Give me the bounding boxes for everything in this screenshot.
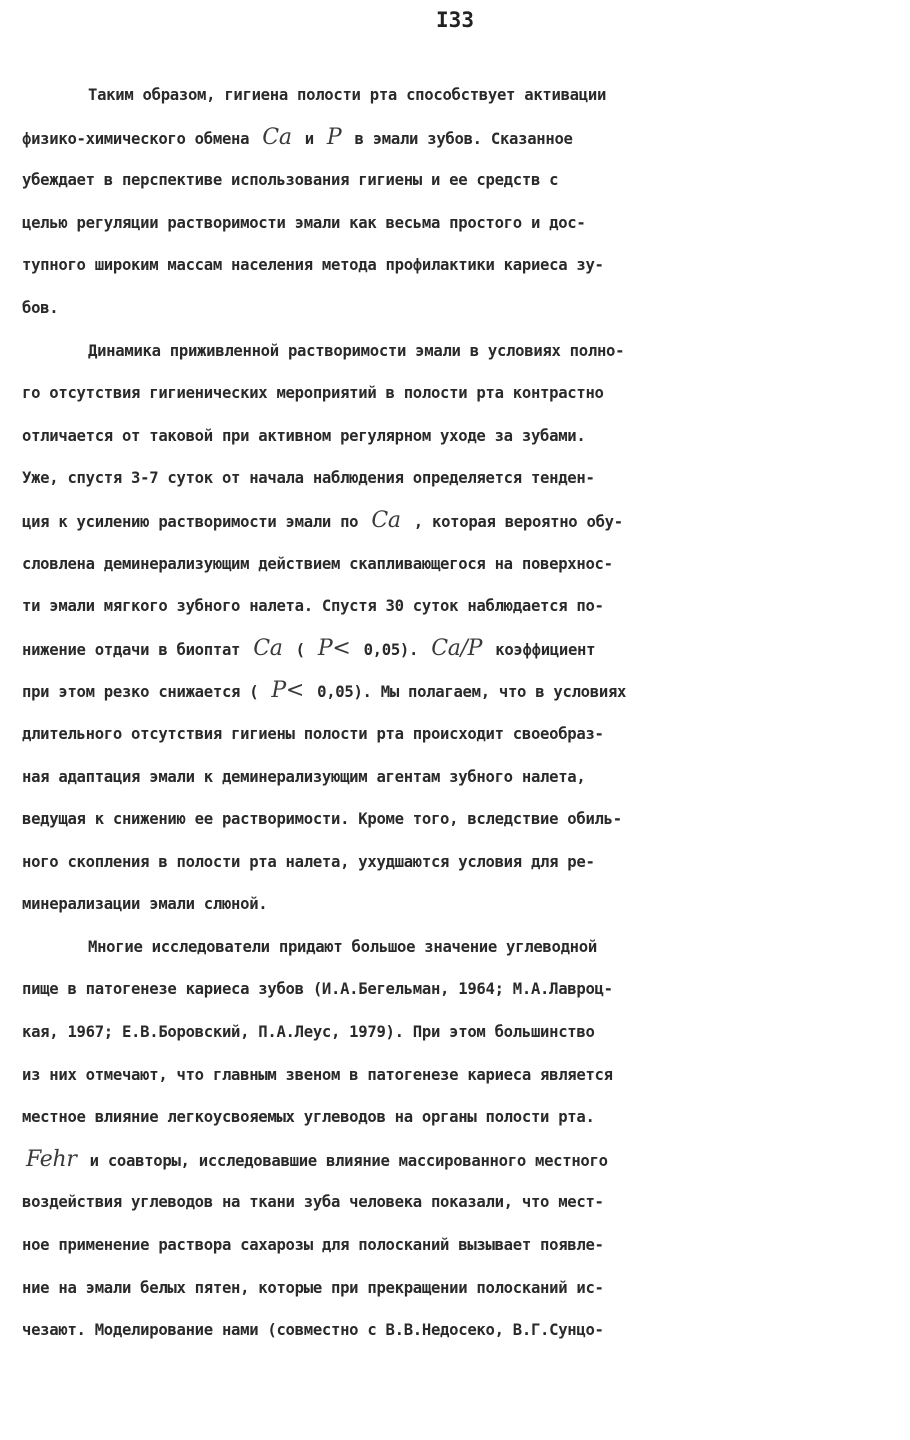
typed-text: минерализации эмали слюной. bbox=[22, 895, 268, 914]
text-line bbox=[22, 1011, 888, 1054]
text-line bbox=[22, 287, 888, 330]
typed-text: ция к усилению растворимости эмали по bbox=[22, 512, 368, 531]
text-line bbox=[22, 713, 888, 756]
typed-text: словлена деминерализующим действием скапливающегося на поверхнос- bbox=[22, 554, 613, 573]
text-line bbox=[22, 628, 888, 671]
typed-text: чезают. Моделирование нами (совместно с В.В.Недосеко, В.Г.Сунцо- bbox=[22, 1321, 604, 1340]
typed-text: кая, 1967; Е.В.Боровский, П.А.Леус, 1979). При этом большинство bbox=[22, 1023, 595, 1042]
typed-text: и bbox=[295, 129, 323, 148]
typed-text: коэффициент bbox=[486, 640, 596, 659]
handwritten-symbol: P bbox=[326, 124, 342, 150]
text-line bbox=[22, 1139, 888, 1182]
text-line bbox=[22, 372, 888, 415]
typed-text: Уже, спустя 3-7 суток от начала наблюдения определяется тенден- bbox=[22, 469, 595, 488]
typed-text: 0,05). bbox=[354, 640, 428, 659]
text-line bbox=[22, 1096, 888, 1139]
typed-text: ная адаптация эмали к деминерализующим агентам зубного налета, bbox=[22, 767, 586, 786]
typed-text: ное применение раствора сахарозы для полосканий вызывает появле- bbox=[22, 1236, 604, 1255]
typed-text: бов. bbox=[22, 298, 59, 317]
typed-text: го отсутствия гигиенических мероприятий в полости рта контрастно bbox=[22, 384, 604, 403]
typed-text: ( bbox=[286, 640, 314, 659]
typed-text: отличается от таковой при активном регулярном уходе за зубами. bbox=[22, 426, 586, 445]
handwritten-symbol: P< bbox=[317, 635, 351, 661]
text-line bbox=[22, 1224, 888, 1267]
handwritten-symbol: Ca/P bbox=[431, 635, 483, 661]
typed-text: нижение отдачи в биоптат bbox=[22, 640, 250, 659]
handwritten-symbol: Fehr bbox=[26, 1146, 77, 1172]
text-line bbox=[22, 798, 888, 841]
text-line bbox=[22, 1267, 888, 1310]
typed-text: Многие исследователи придают большое значение углеводной bbox=[88, 937, 597, 956]
typed-text: пище в патогенезе кариеса зубов (И.А.Бегельман, 1964; М.А.Лавроц- bbox=[22, 980, 613, 999]
text-line bbox=[22, 244, 888, 287]
typed-text: ти эмали мягкого зубного налета. Спустя 30 суток наблюдается по- bbox=[22, 597, 604, 616]
handwritten-symbol: Ca bbox=[371, 507, 401, 533]
typed-text: длительного отсутствия гигиены полости рта происходит своеобраз- bbox=[22, 724, 604, 743]
text-line bbox=[22, 74, 888, 117]
typed-text: убеждает в перспективе использования гигиены и ее средств с bbox=[22, 171, 559, 190]
typed-text: ние на эмали белых пятен, которые при прекращении полосканий ис- bbox=[22, 1278, 604, 1297]
text-line bbox=[22, 330, 888, 373]
text-line bbox=[22, 117, 888, 160]
text-line bbox=[22, 543, 888, 586]
typed-text: в эмали зубов. Сказанное bbox=[345, 129, 573, 148]
text-line bbox=[22, 159, 888, 202]
page-number: I33 bbox=[436, 8, 474, 32]
handwritten-symbol: Ca bbox=[262, 124, 292, 150]
text-line bbox=[22, 500, 888, 543]
typed-text: Таким образом, гигиена полости рта способствует активации bbox=[88, 86, 607, 104]
typed-text: , которая вероятно обу- bbox=[404, 512, 623, 531]
typed-text: ведущая к снижению ее растворимости. Кроме того, вследствие обиль- bbox=[22, 810, 622, 829]
text-line bbox=[22, 968, 888, 1011]
typed-text: целью регуляции растворимости эмали как весьма простого и дос- bbox=[22, 213, 586, 232]
text-line bbox=[22, 926, 888, 969]
typed-text: из них отмечают, что главным звеном в патогенезе кариеса является bbox=[22, 1065, 613, 1084]
typed-text: Динамика приживленной растворимости эмали в условиях полно- bbox=[88, 341, 625, 360]
typed-text: и соавторы, исследовавшие влияние массированного местного bbox=[80, 1151, 608, 1170]
text-line bbox=[22, 457, 888, 500]
text-line bbox=[22, 1054, 888, 1097]
text-line bbox=[22, 756, 888, 799]
handwritten-symbol: Ca bbox=[253, 635, 283, 661]
typed-text: ного скопления в полости рта налета, ухудшаются условия для ре- bbox=[22, 852, 595, 871]
typed-text: воздействия углеводов на ткани зуба человека показали, что мест- bbox=[22, 1193, 604, 1212]
typed-text: 0,05). Мы полагаем, что в условиях bbox=[308, 683, 627, 702]
text-line bbox=[22, 1181, 888, 1224]
typed-text: при этом резко снижается ( bbox=[22, 683, 268, 702]
text-line bbox=[22, 841, 888, 884]
text-line bbox=[22, 585, 888, 628]
text-line bbox=[22, 883, 888, 926]
text-line bbox=[22, 415, 888, 458]
text-line bbox=[22, 1309, 888, 1352]
typed-text: физико-химического обмена bbox=[22, 129, 259, 148]
text-line bbox=[22, 670, 888, 713]
text-line bbox=[22, 202, 888, 245]
typed-text: тупного широким массам населения метода профилактики кариеса зу- bbox=[22, 256, 604, 275]
handwritten-symbol: P< bbox=[271, 678, 305, 704]
body-text bbox=[22, 74, 888, 1352]
typed-text: местное влияние легкоусвояемых углеводов на органы полости рта. bbox=[22, 1108, 595, 1127]
